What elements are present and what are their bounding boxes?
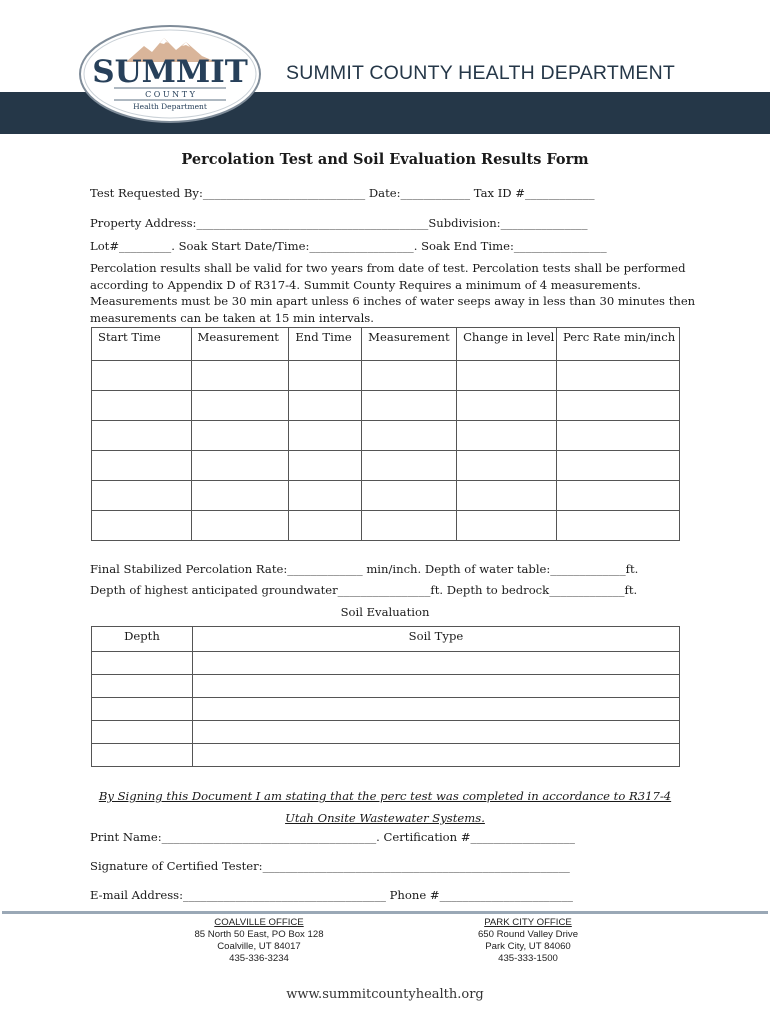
table-cell[interactable] — [362, 481, 457, 511]
table-cell[interactable] — [362, 421, 457, 451]
col-measurement: Measurement — [362, 328, 457, 361]
table-cell[interactable] — [457, 481, 557, 511]
office-city: Coalville, UT 84017 — [217, 941, 301, 952]
table-cell[interactable] — [191, 451, 289, 481]
col-start-time: Start Time — [92, 328, 192, 361]
table-cell[interactable] — [191, 511, 289, 541]
table-cell[interactable] — [557, 481, 680, 511]
col-change-in-level: Change in level — [457, 328, 557, 361]
col-end-time: End Time — [289, 328, 362, 361]
office-address: 650 Round Valley Drive — [477, 929, 579, 940]
table-cell[interactable] — [557, 511, 680, 541]
table-cell[interactable] — [289, 361, 362, 391]
footer-divider — [2, 911, 768, 914]
table-row — [92, 481, 680, 511]
table-cell[interactable] — [289, 511, 362, 541]
table-cell[interactable] — [191, 361, 289, 391]
col-soil-type: Soil Type — [192, 627, 679, 652]
table-cell[interactable] — [92, 721, 193, 744]
table-cell[interactable] — [92, 744, 193, 767]
logo-dept: Health Department — [133, 102, 207, 111]
col-perc-rate: Perc Rate min/inch — [557, 328, 680, 361]
table-cell[interactable] — [92, 421, 192, 451]
table-cell[interactable] — [92, 361, 192, 391]
signature-line[interactable]: Signature of Certified Tester:_____________________________________________________ — [90, 859, 570, 873]
table-cell[interactable] — [362, 451, 457, 481]
table-cell[interactable] — [92, 481, 192, 511]
table-cell[interactable] — [457, 391, 557, 421]
table-cell[interactable] — [289, 391, 362, 421]
table-cell[interactable] — [192, 652, 679, 675]
table-cell[interactable] — [192, 744, 679, 767]
groundwater-line[interactable]: Depth of highest anticipated groundwater________________ft. Depth to bedrock_____________ft. — [90, 583, 638, 597]
paragraph-line: measurements can be taken at 15 min intervals. — [90, 310, 374, 325]
table-cell[interactable] — [557, 421, 680, 451]
table-cell[interactable] — [92, 451, 192, 481]
office-address: 85 North 50 East, PO Box 128 — [194, 929, 324, 940]
office-city: Park City, UT 84060 — [485, 941, 571, 952]
print-name-line[interactable]: Print Name:_____________________________________. Certification #__________________ — [90, 830, 575, 844]
table-row — [92, 511, 680, 541]
office-phone: 435-336-3234 — [229, 953, 289, 964]
table-cell[interactable] — [362, 361, 457, 391]
office-name: PARK CITY OFFICE — [484, 917, 572, 928]
table-cell[interactable] — [557, 451, 680, 481]
table-cell[interactable] — [92, 511, 192, 541]
logo-county: C O U N T Y — [145, 90, 195, 99]
coalville-office — [149, 917, 369, 965]
table-cell[interactable] — [557, 391, 680, 421]
instructions-paragraph — [90, 260, 696, 326]
table-cell[interactable] — [457, 511, 557, 541]
table-cell[interactable] — [92, 391, 192, 421]
table-row — [92, 744, 680, 767]
table-cell[interactable] — [92, 652, 193, 675]
property-address-line[interactable]: Property Address:________________________________________Subdivision:_______________ — [90, 216, 588, 230]
table-cell[interactable] — [457, 361, 557, 391]
final-rate-line[interactable]: Final Stabilized Percolation Rate:_____________ min/inch. Depth of water table:_____________ft. — [90, 562, 639, 576]
paragraph-line: Measurements must be 30 min apart unless 6 inches of water seeps away in less than 30 minutes then — [90, 294, 696, 308]
table-cell[interactable] — [191, 481, 289, 511]
table-row — [92, 698, 680, 721]
signing-statement: By Signing this Document I am stating that the perc test was completed in accordance to R317-4 Utah Onsite Wastewater Systems. — [98, 789, 672, 825]
test-requested-line[interactable]: Test Requested By:____________________________ Date:____________ Tax ID #____________ — [90, 186, 595, 200]
table-cell[interactable] — [92, 675, 193, 698]
table-cell[interactable] — [191, 421, 289, 451]
col-measurement: Measurement — [191, 328, 289, 361]
table-cell[interactable] — [289, 451, 362, 481]
table-cell[interactable] — [362, 511, 457, 541]
table-row — [92, 675, 680, 698]
paragraph-line: according to Appendix D of R317-4. Summit County Requires a minimum of 4 measurements. — [90, 277, 641, 292]
table-row — [92, 391, 680, 421]
table-row — [92, 652, 680, 675]
table-cell[interactable] — [92, 698, 193, 721]
parkcity-office — [418, 917, 638, 965]
soil-table — [91, 626, 680, 767]
paragraph-line: Percolation results shall be valid for two years from date of test. Percolation tests shall be performed — [90, 261, 686, 275]
table-cell[interactable] — [289, 421, 362, 451]
table-cell[interactable] — [457, 451, 557, 481]
table-cell[interactable] — [557, 361, 680, 391]
table-row — [92, 451, 680, 481]
table-cell[interactable] — [289, 481, 362, 511]
website-link[interactable]: www.summitcountyhealth.org — [286, 987, 484, 1002]
percolation-table — [91, 327, 680, 541]
office-name: COALVILLE OFFICE — [214, 917, 304, 928]
logo-word: SUMMIT — [92, 54, 248, 90]
office-phone: 435-333-1500 — [498, 953, 558, 964]
lot-soak-line[interactable]: Lot#_________. Soak Start Date/Time:__________________. Soak End Time:________________ — [90, 239, 607, 253]
soil-evaluation-heading: Soil Evaluation — [340, 605, 430, 619]
email-phone-line[interactable]: E-mail Address:___________________________________ Phone #_______________________ — [90, 888, 573, 902]
table-cell[interactable] — [192, 698, 679, 721]
table-cell[interactable] — [191, 391, 289, 421]
table-cell[interactable] — [192, 721, 679, 744]
department-title: SUMMIT COUNTY HEALTH DEPARTMENT — [286, 62, 676, 84]
table-cell[interactable] — [457, 421, 557, 451]
table-cell[interactable] — [362, 391, 457, 421]
col-depth: Depth — [92, 627, 193, 652]
form-title: Percolation Test and Soil Evaluation Results Form — [181, 151, 589, 168]
table-row — [92, 421, 680, 451]
table-cell[interactable] — [192, 675, 679, 698]
table-row — [92, 361, 680, 391]
table-row — [92, 721, 680, 744]
summit-county-logo — [78, 24, 262, 124]
